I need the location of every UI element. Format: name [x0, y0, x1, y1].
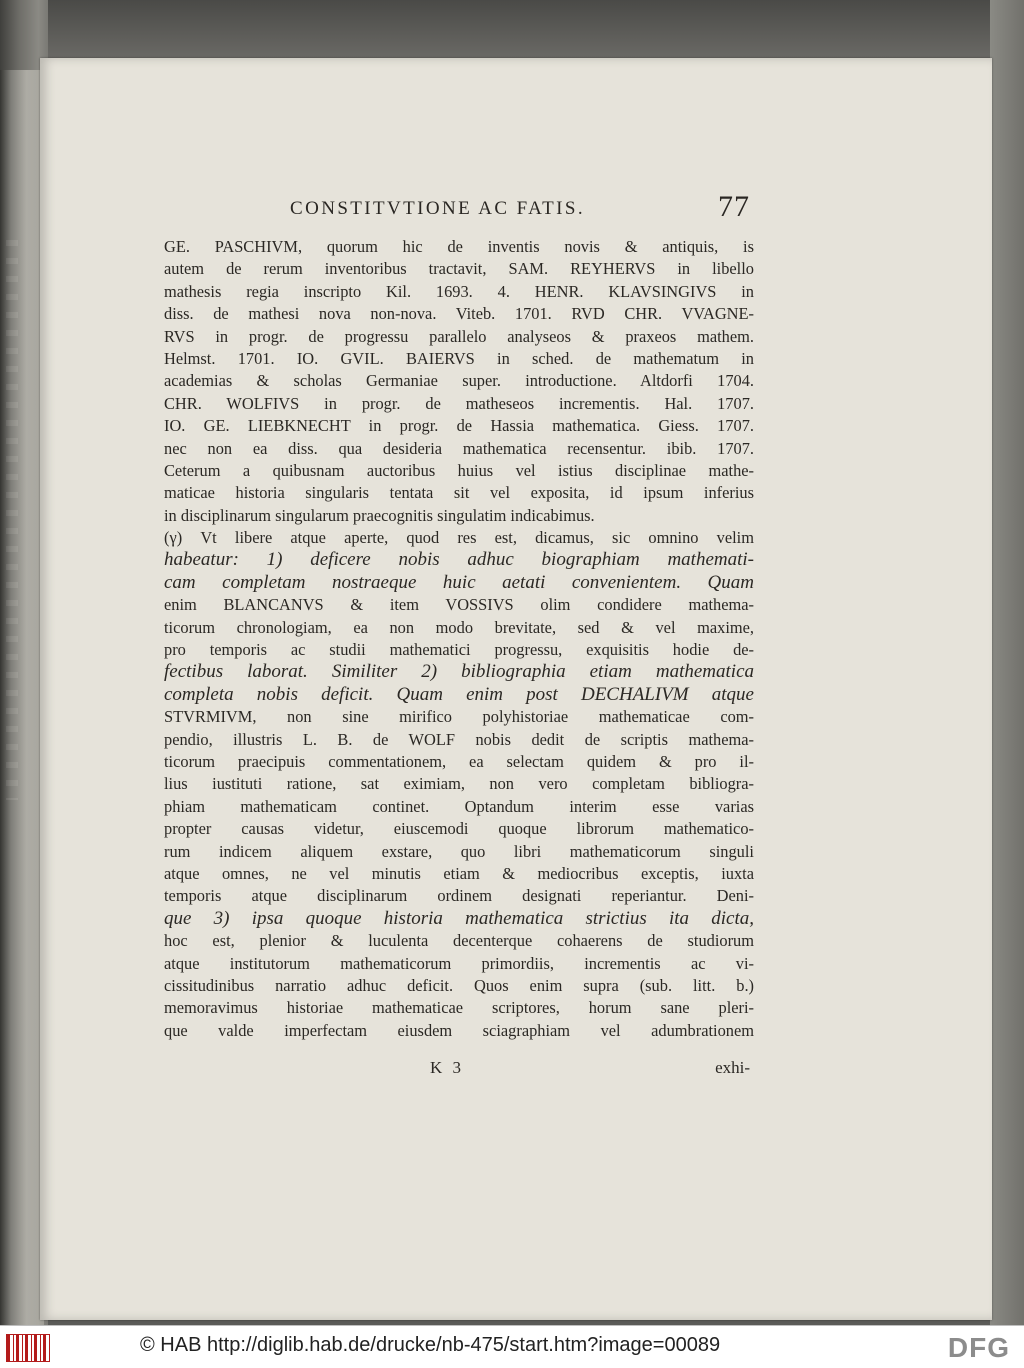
body-text	[164, 236, 754, 1042]
running-header	[290, 190, 750, 226]
source-url-link[interactable]: © HAB http://diglib.hab.de/drucke/nb-475/start.htm?image=00089	[140, 1334, 721, 1356]
text-line: que valde imperfectam eiusdem sciagraphiam vel adumbrationem	[164, 1020, 754, 1040]
text-line-emphasis: habeatur: 1) deficere nobis adhuc biographiam mathemati-	[164, 549, 754, 571]
text-line: mathesis regia inscripto Kil. 1693. 4. HENR. KLAVSINGIVS in	[164, 281, 754, 301]
text-line: phiam mathematicam continet. Optandum interim esse varias	[164, 796, 754, 816]
text-line: pro temporis ac studii mathematici progressu, exquisitis hodie de-	[164, 640, 754, 660]
running-title: CONSTITVTIONE AC FATIS.	[290, 198, 585, 219]
signature-mark: K 3	[430, 1058, 465, 1077]
text-line: atque omnes, ne vel minutis etiam & mediocribus exceptis, iuxta	[164, 863, 754, 883]
text-line: autem de rerum inventoribus tractavit, SAM. REYHERVS in libello	[164, 259, 754, 279]
text-line: in disciplinarum singularum praecognitis singulatim indicabimus.	[164, 505, 595, 525]
scan-background-right	[990, 0, 1024, 1325]
text-line: GE. PASCHIVM, quorum hic de inventis novis & antiquis, is	[164, 237, 754, 256]
text-line: maticae historia singularis tentata sit vel exposita, id ipsum inferius	[164, 483, 754, 503]
text-line: propter causas videtur, eiuscemodi quoque librorum mathematico-	[164, 819, 754, 839]
text-line: atque institutorum mathematicorum primordiis, incrementis ac vi-	[164, 953, 754, 973]
text-line: lius iustituti ratione, sat eximiam, non vero completam bibliogra-	[164, 774, 754, 794]
page-gutter-edge	[0, 70, 44, 1330]
text-line: hoc est, plenior & luculenta decenterque cohaerens de studiorum	[164, 931, 754, 951]
barcode-icon	[6, 1334, 50, 1362]
text-line: (γ) Vt libere atque aperte, quod res est, dicamus, sic omnino velim	[164, 528, 754, 548]
text-line: enim BLANCANVS & item VOSSIVS olim condidere mathema-	[164, 595, 754, 615]
text-line-emphasis: completa nobis deficit. Quam enim post DECHALIVM atque	[164, 683, 754, 705]
text-line-emphasis: cam completam nostraeque huic aetati convenientem. Quam	[164, 571, 754, 593]
dfg-logo: DFG	[947, 1332, 1010, 1363]
scan-background-top	[0, 0, 1024, 60]
page-number: 77	[718, 190, 750, 223]
viewer-footer-bar	[0, 1325, 1024, 1368]
catchword: exhi-	[715, 1058, 750, 1077]
text-line: Helmst. 1701. IO. GVIL. BAIERVS in sched. de mathematum in	[164, 348, 754, 368]
text-line: CHR. WOLFIVS in progr. de matheseos incrementis. Hal. 1707.	[164, 393, 754, 413]
text-line-emphasis: que 3) ipsa quoque historia mathematica strictius ita dicta,	[164, 907, 754, 929]
text-line: rum indicem aliquem exstare, quo libri mathematicorum singuli	[164, 841, 754, 861]
text-line: Ceterum a quibusnam auctoribus huius vel istius disciplinae mathe-	[164, 460, 754, 480]
text-line: RVS in progr. de progressu parallelo analyseos & praxeos mathem.	[164, 326, 754, 346]
text-line-emphasis: fectibus laborat. Similiter 2) bibliographia etiam mathematica	[164, 661, 754, 683]
text-line: ticorum chronologiam, ea non modo brevitate, sed & vel maxime,	[164, 617, 754, 637]
text-line: academias & scholas Germaniae super. introductione. Altdorfi 1704.	[164, 371, 754, 391]
text-line: STVRMIVM, non sine mirifico polyhistoriae mathematicae com-	[164, 707, 754, 727]
page-footer	[420, 1058, 750, 1082]
text-line: pendio, illustris L. B. de WOLF nobis dedit de scriptis mathema-	[164, 729, 754, 749]
text-line: IO. GE. LIEBKNECHT in progr. de Hassia mathematica. Giess. 1707.	[164, 416, 754, 436]
text-line: diss. de mathesi nova non-nova. Viteb. 1701. RVD CHR. VVAGNE-	[164, 304, 754, 324]
text-line: ticorum praecipuis commentationem, ea selectam quidem & pro il-	[164, 751, 754, 771]
text-line: memoravimus historiae mathematicae scriptores, horum sane pleri-	[164, 998, 754, 1018]
text-line: nec non ea diss. qua desideria mathematica recensentur. ibib. 1707.	[164, 438, 754, 458]
text-line: temporis atque disciplinarum ordinem designati reperiantur. Deni-	[164, 886, 754, 906]
text-line: cissitudinibus narratio adhuc deficit. Quos enim supra (sub. litt. b.)	[164, 975, 754, 995]
